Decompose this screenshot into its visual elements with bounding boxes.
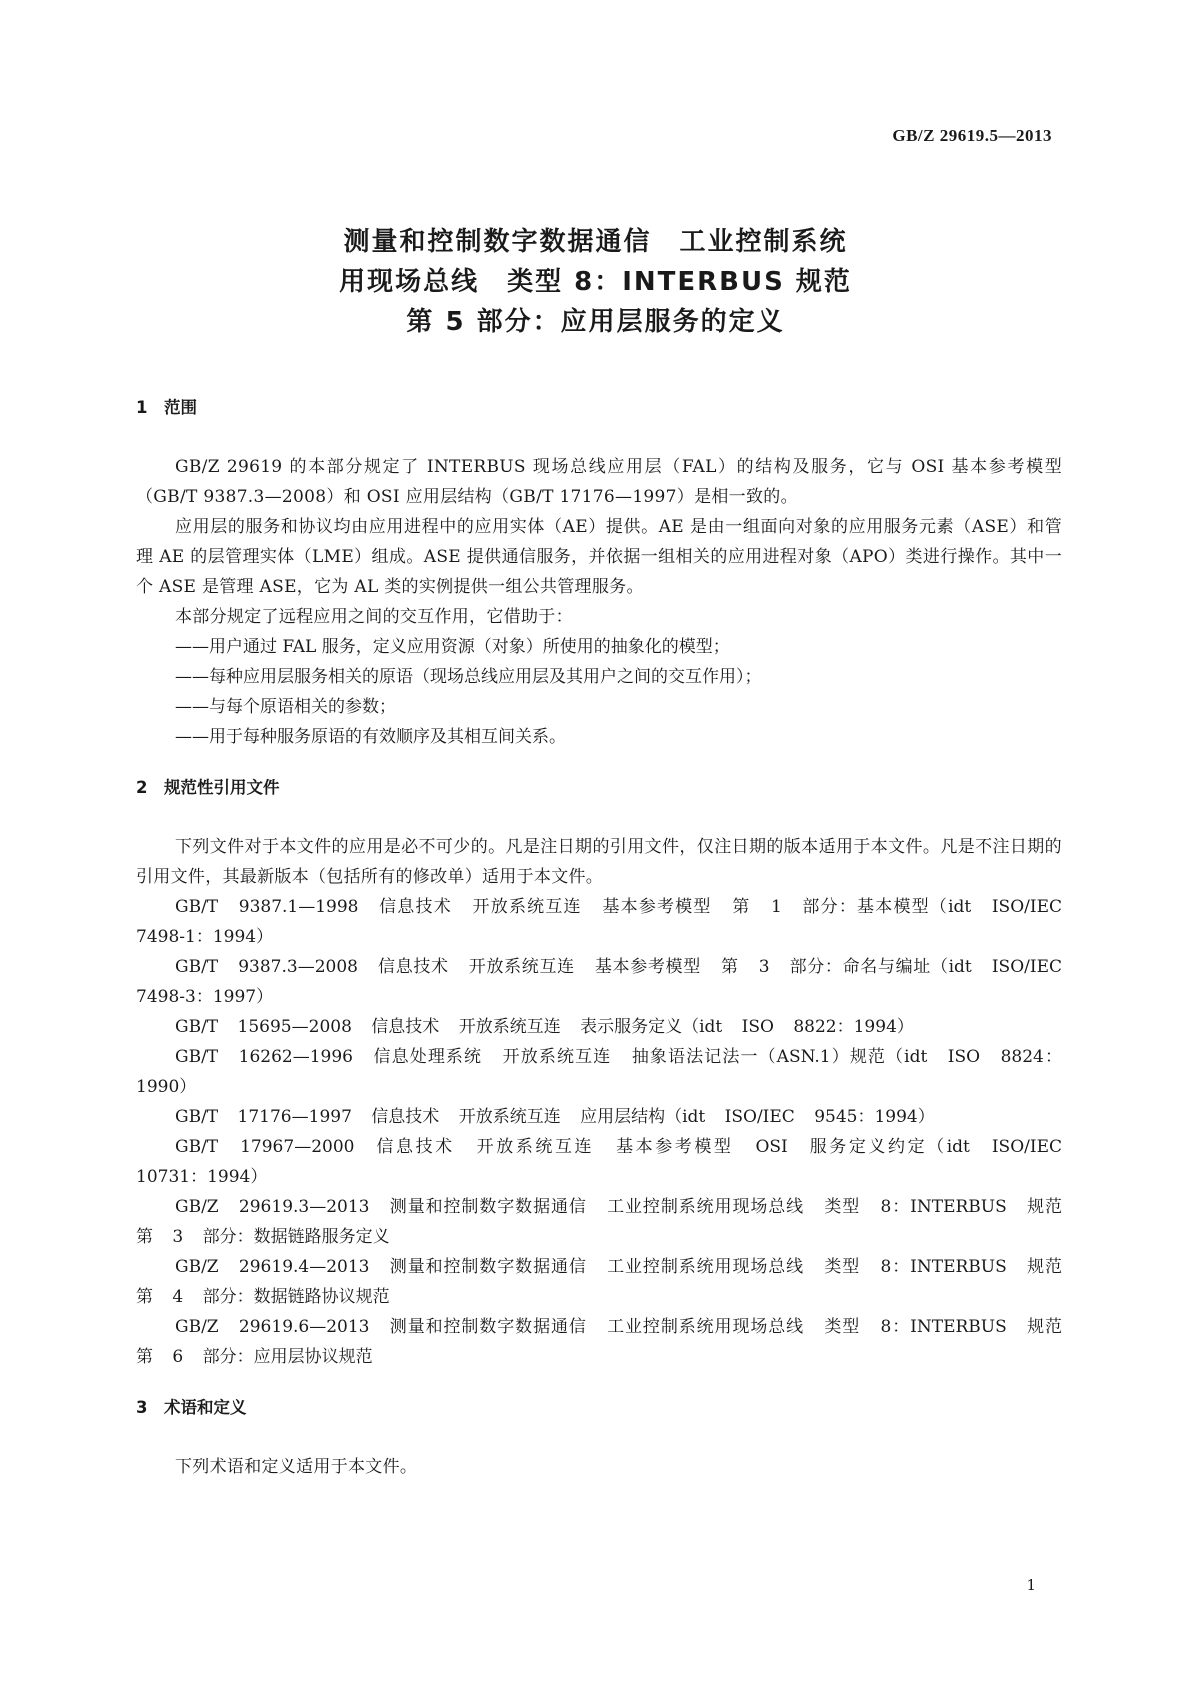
- reference-item: GB/T 17967—2000 信息技术 开放系统互连 基本参考模型 OSI 服务定义约定（idt ISO/IEC 10731：1994）: [136, 1137, 1062, 1187]
- paragraph: GB/Z 29619 的本部分规定了 INTERBUS 现场总线应用层（FAL）的结构及服务，它与 OSI 基本参考模型（GB/T 9387.3—2008）和 OSI 应用层结构（GB/T 17176—1997）是相一致的。: [136, 457, 1062, 507]
- reference-item: GB/Z 29619.3—2013 测量和控制数字数据通信 工业控制系统用现场总线 类型 8：INTERBUS 规范 第 3 部分：数据链路服务定义: [136, 1197, 1062, 1247]
- paragraph: 下列术语和定义适用于本文件。: [175, 1457, 418, 1477]
- paragraph: 应用层的服务和协议均由应用进程中的应用实体（AE）提供。AE 是由一组面向对象的应用服务元素（ASE）和管理 AE 的层管理实体（LME）组成。ASE 提供通信服务，并依据一组相关的应用进程对象（APO）类进行操作。其中一个 ASE 是管理 ASE，它为 AL 类的实例提供一组公共管理服务。: [136, 517, 1062, 597]
- section-heading-terms-and-definitions: 3 术语和定义: [136, 1398, 247, 1417]
- page-number: 1: [1026, 1576, 1036, 1594]
- section-terms-and-definitions: [136, 1396, 1062, 1482]
- paragraph: 本部分规定了远程应用之间的交互作用，它借助于：: [175, 607, 573, 627]
- document-body: [136, 396, 1062, 1506]
- section-heading-scope: 1 范围: [136, 398, 197, 417]
- document-title: [0, 222, 1191, 342]
- list-item: ——每种应用层服务相关的原语（现场总线应用层及其用户之间的交互作用）；: [175, 667, 762, 687]
- section-normative-references: [136, 776, 1062, 1372]
- section-scope: [136, 396, 1062, 752]
- reference-item: GB/T 9387.1—1998 信息技术 开放系统互连 基本参考模型 第 1 部分：基本模型（idt ISO/IEC 7498-1：1994）: [136, 897, 1062, 947]
- standard-number: GB/Z 29619.5—2013: [892, 126, 1052, 145]
- reference-item: GB/T 17176—1997 信息技术 开放系统互连 应用层结构（idt ISO/IEC 9545：1994）: [175, 1107, 935, 1127]
- list-item: ——用户通过 FAL 服务，定义应用资源（对象）所使用的抽象化的模型；: [175, 637, 730, 657]
- title-line-2: 用现场总线 类型 8：INTERBUS 规范: [339, 267, 852, 297]
- paragraph: 下列文件对于本文件的应用是必不可少的。凡是注日期的引用文件，仅注日期的版本适用于本文件。凡是不注日期的引用文件，其最新版本（包括所有的修改单）适用于本文件。: [136, 837, 1062, 887]
- title-line-1: 测量和控制数字数据通信 工业控制系统: [343, 227, 848, 257]
- section-heading-normative-references: 2 规范性引用文件: [136, 778, 280, 797]
- reference-item: GB/T 16262—1996 信息处理系统 开放系统互连 抽象语法记法一（ASN.1）规范（idt ISO 8824：1990）: [136, 1047, 1062, 1097]
- title-line-3: 第 5 部分：应用层服务的定义: [406, 307, 785, 337]
- reference-item: GB/T 9387.3—2008 信息技术 开放系统互连 基本参考模型 第 3 部分：命名与编址（idt ISO/IEC 7498-3：1997）: [136, 957, 1062, 1007]
- reference-item: GB/T 15695—2008 信息技术 开放系统互连 表示服务定义（idt ISO 8822：1994）: [175, 1017, 914, 1037]
- list-item: ——与每个原语相关的参数；: [175, 697, 396, 717]
- list-item: ——用于每种服务原语的有效顺序及其相互间关系。: [175, 727, 566, 747]
- reference-item: GB/Z 29619.6—2013 测量和控制数字数据通信 工业控制系统用现场总线 类型 8：INTERBUS 规范 第 6 部分：应用层协议规范: [136, 1317, 1062, 1367]
- reference-item: GB/Z 29619.4—2013 测量和控制数字数据通信 工业控制系统用现场总线 类型 8：INTERBUS 规范 第 4 部分：数据链路协议规范: [136, 1257, 1062, 1307]
